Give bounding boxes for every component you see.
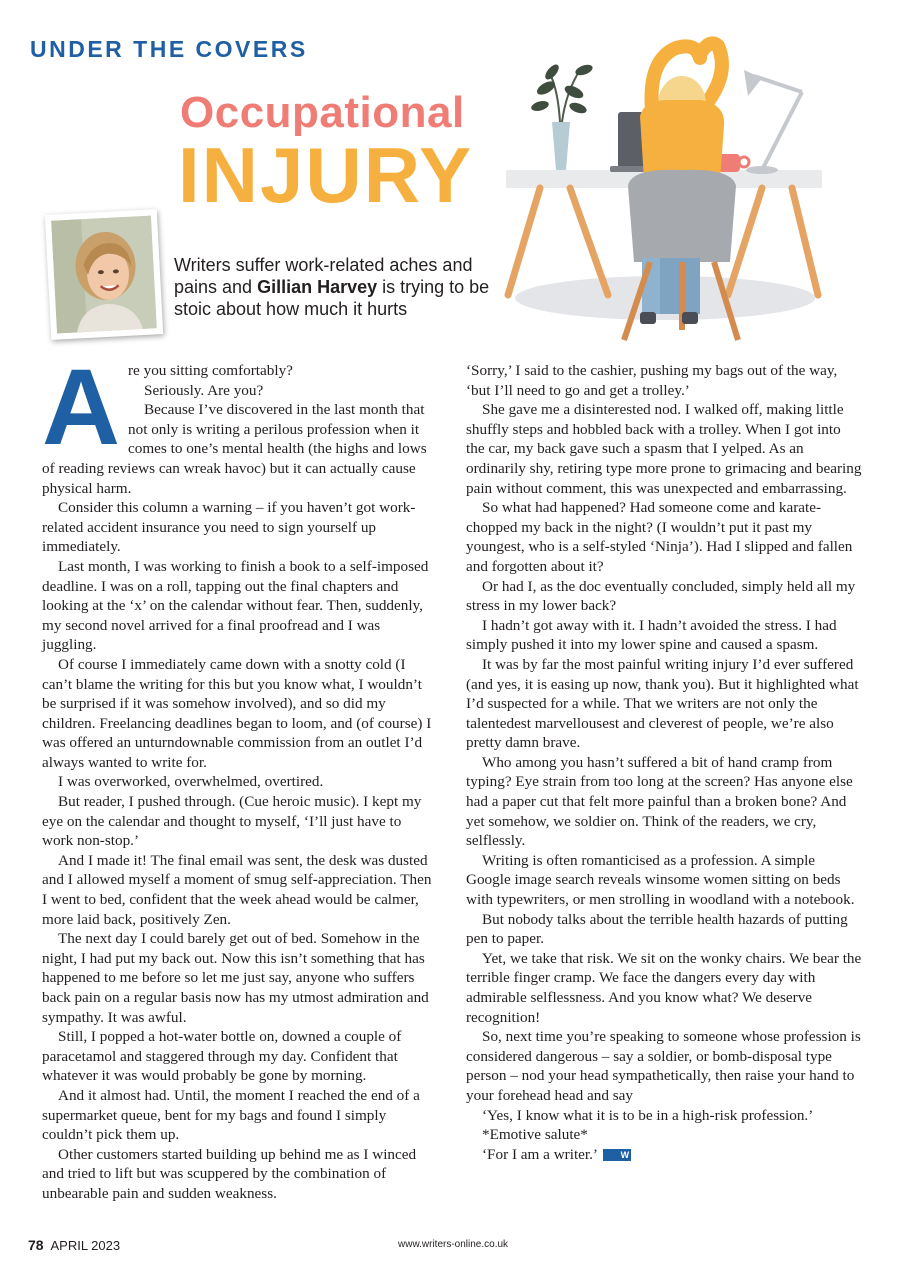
paragraph: Or had I, as the doc eventually concluded, simply held all my stress in my lower back? bbox=[466, 577, 856, 615]
paragraph: Seriously. Are you? bbox=[144, 381, 264, 399]
paragraph: ‘Sorry,’ I said to the cashier, pushing my bags out of the way, ‘but I’ll need to go and get a trolley.’ bbox=[466, 362, 838, 399]
issue-date: APRIL 2023 bbox=[50, 1238, 121, 1253]
magazine-end-badge: W bbox=[603, 1149, 632, 1161]
paragraph: Because I’ve discovered in the last month that not only is writing a perilous profession when it comes to one’s mental health (the highs and lows of reading reviews can wreak havoc) but it can actually cause physical harm. bbox=[42, 401, 427, 497]
paragraph: Who among you hasn’t suffered a bit of hand cramp from typing? Eye strain from too long at the screen? Has anyone else had a paper cut that felt more painful than a broken bone? And yet somehow, we soldier on. Think of the readers, we cry, selflessly. bbox=[466, 753, 853, 850]
paragraph: Of course I immediately came down with a snotty cold (I can’t blame the writing for this but you know what, I wouldn’t be surprised if it was somehow involved), and so did my children. Freelancing deadlines began to loom, and (of course) I was offered an unturndownable commission from an outlet I’d always wanted to write for. bbox=[42, 655, 432, 771]
paragraph: Last month, I was working to finish a book to a self-imposed deadline. I was on a roll, tapping out the final chapters and looking at the ‘x’ on the calendar without fear. Then, suddenly, my second novel arrived for a final proofread and I was juggling. bbox=[42, 557, 429, 654]
paragraph: The next day I could barely get out of bed. Somehow in the night, I had put my back out. Now this isn’t something that has happened to me before so let me just say, anyone who suffers back pain on a regular basis now has my utmost admiration and sympathy. It was awful. bbox=[42, 930, 429, 1026]
article-column-left bbox=[42, 346, 434, 1204]
paragraph: I was overworked, overwhelmed, overtired. bbox=[58, 773, 324, 791]
paragraph: So, next time you’re speaking to someone whose profession is considered dangerous – say a soldier, or bomb-disposal type person – nod your head sympathetically, then raise your hand to your forehead head and say bbox=[466, 1028, 861, 1104]
headline-line-1: Occupational bbox=[180, 88, 465, 137]
paragraph: Other customers started building up behind me as I winced and tried to lift but was scuppered by the combination of unbearable pain and sudden weakness. bbox=[42, 1145, 417, 1202]
paragraph: I hadn’t got away with it. I hadn’t avoided the stress. I had simply pushed it into my lower spine and caused a spasm. bbox=[466, 616, 837, 654]
paragraph: But nobody talks about the terrible health hazards of putting pen to paper. bbox=[466, 910, 848, 948]
article-column-right bbox=[466, 361, 862, 1164]
paragraph: She gave me a disinterested nod. I walked off, making little shuffly steps and hobbled back with a trolley. When I got into the car, my back gave such a spasm that I yelped. As an ordinarily shy, retiring type more prone to grimacing and bearing pain without comment, this was unexpected and embarrassing. bbox=[466, 401, 862, 497]
author-photo bbox=[45, 209, 163, 340]
standfirst-text: Writers suffer work-related aches and pains and bbox=[174, 255, 473, 297]
paragraph: Consider this column a warning – if you haven’t got work-related accident insurance you need to sign yourself up immediately. bbox=[42, 499, 416, 556]
drop-cap: A bbox=[42, 346, 120, 467]
standfirst-text-end: is trying to be stoic about how much it hurts bbox=[174, 277, 490, 319]
paragraph: It was by far the most painful writing injury I’d ever suffered (and yes, it is easing up now, thank you). But it highlighted what I’d suspected for a while. That we writers are not only the talentedest marvellousest and cleverest of people, we’re also pretty damn brave. bbox=[466, 655, 859, 752]
paragraph: *Emotive salute* bbox=[482, 1126, 588, 1144]
paragraph: Writing is often romanticised as a profession. A simple Google image search reveals winsome women sitting on beds with typewriters, or men strolling in woodland with a notebook. bbox=[466, 851, 855, 909]
section-label: UNDER THE COVERS bbox=[30, 36, 308, 62]
page-number: 78 bbox=[28, 1237, 44, 1253]
headline-line-2: INJURY bbox=[178, 131, 474, 219]
footer-url: www.writers-online.co.uk bbox=[398, 1239, 509, 1250]
desk-illustration bbox=[500, 30, 830, 360]
paragraph: And it almost had. Until, the moment I reached the end of a supermarket queue, bent for my bags and found I simply couldn’t pick them up. bbox=[42, 1086, 420, 1144]
paragraph: ‘Yes, I know what it is to be in a high-risk profession.’ bbox=[482, 1106, 814, 1124]
paragraph: re you sitting comfortably? bbox=[128, 362, 293, 379]
paragraph: Yet, we take that risk. We sit on the wonky chairs. We bear the terrible finger cramp. We face the dangers every day with admirable selflessness. And you know what? We deserve recognition! bbox=[466, 949, 862, 1026]
author-name: Gillian Harvey bbox=[257, 277, 378, 297]
closing-line: ‘For I am a writer.’ bbox=[482, 1145, 597, 1163]
standfirst bbox=[174, 254, 514, 320]
paragraph: But reader, I pushed through. (Cue heroic music). I kept my eye on the calendar and thought to myself, ‘I’ll just have to work non-stop.’ bbox=[42, 793, 422, 850]
paragraph: So what had happened? Had someone come and karate-chopped my back in the night? (I wouldn’t put it past my youngest, who is a self-styled ‘Ninja’). Had I slipped and fallen and forgotten about it? bbox=[466, 499, 853, 575]
footer-folio bbox=[28, 1237, 120, 1253]
paragraph: And I made it! The final email was sent, the desk was dusted and I allowed myself a moment of smug self-appreciation. Then I went to bed, confident that the week ahead would be calmer, more laid back, positively Zen. bbox=[42, 851, 432, 928]
paragraph: Still, I popped a hot-water bottle on, downed a couple of paracetamol and staggered through my day. Confident that whatever it was would probably be gone by morning. bbox=[42, 1028, 402, 1085]
paragraph bbox=[466, 1145, 862, 1165]
